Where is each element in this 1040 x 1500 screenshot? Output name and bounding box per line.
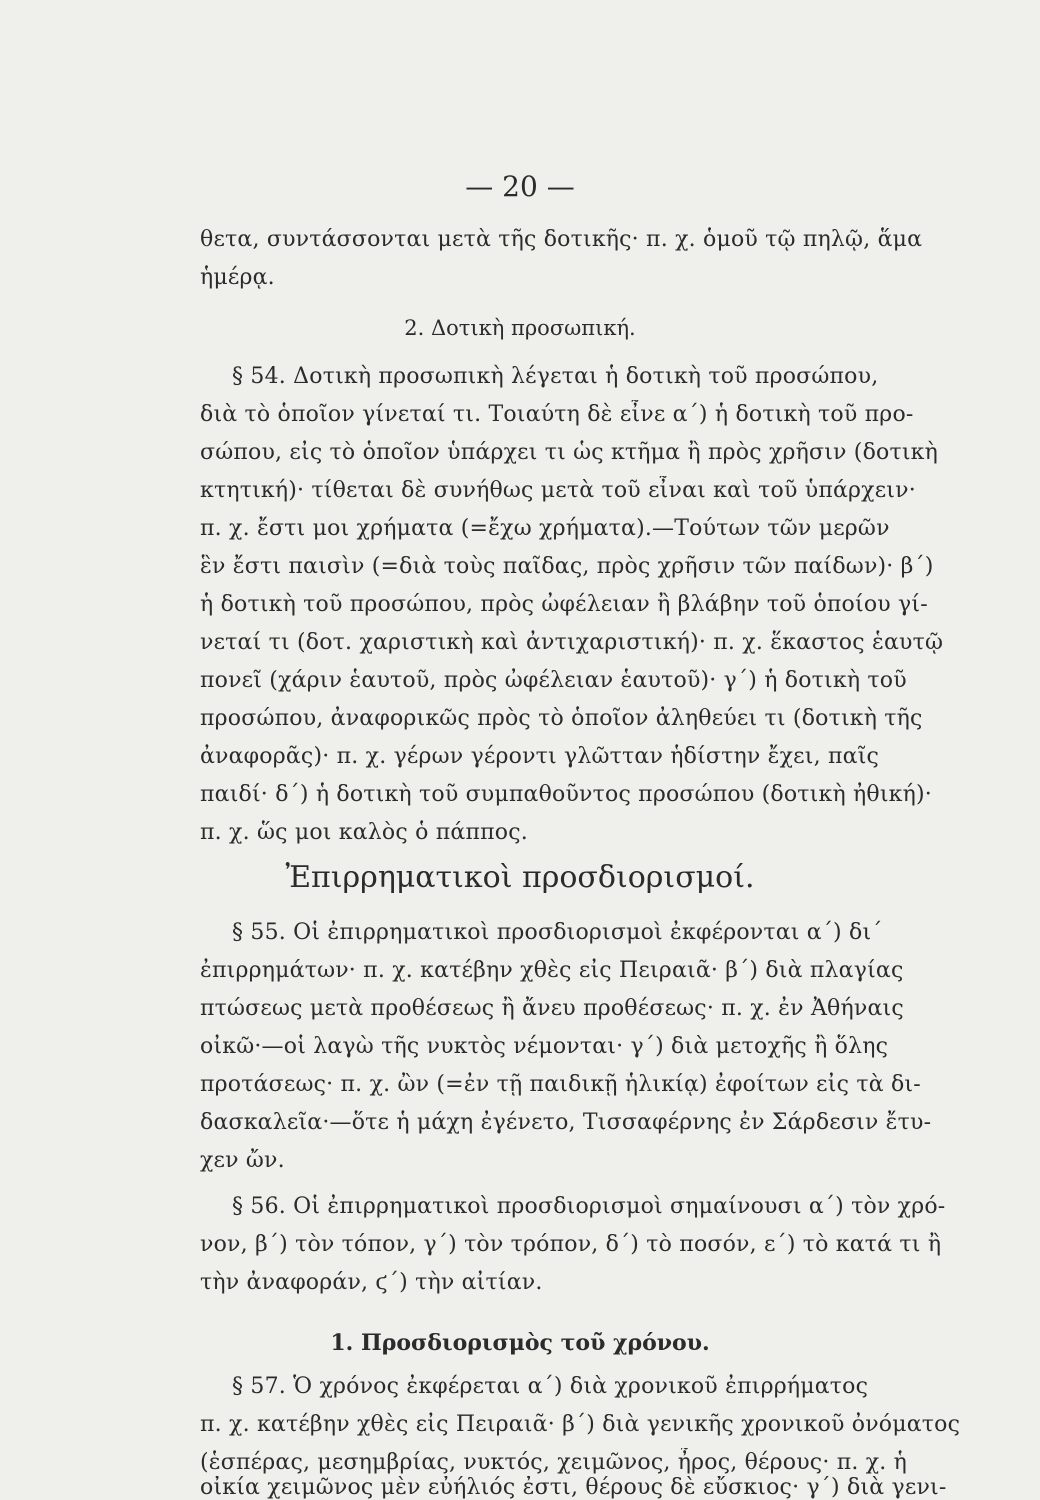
text-line: πτώσεως μετὰ προθέσεως ἢ ἄνευ προθέσεως· π. χ. ἐν Ἀθήναις bbox=[200, 996, 904, 1021]
text-line: τὴν ἀναφοράν, ϛ΄) τὴν αἰτίαν. bbox=[200, 1270, 543, 1295]
text-line: παιδί· δ΄) ἡ δοτικὴ τοῦ συμπαθοῦντος προσώπου (δοτικὴ ἠθική)· bbox=[200, 782, 932, 807]
text-line: προσώπου, ἀναφορικῶς πρὸς τὸ ὁποῖον ἀληθεύει τι (δοτικὴ τῆς bbox=[200, 706, 923, 731]
text-line: πονεῖ (χάριν ἑαυτοῦ, πρὸς ὠφέλειαν ἑαυτοῦ)· γ΄) ἡ δοτικὴ τοῦ bbox=[200, 668, 907, 693]
text-line: § 57. Ὁ χρόνος ἐκφέρεται α΄) διὰ χρονικοῦ ἐπιρρήματος bbox=[232, 1374, 869, 1399]
text-line: ἡμέρᾳ. bbox=[200, 265, 275, 290]
text-line: ἐπιρρημάτων· π. χ. κατέβην χθὲς εἰς Πειραιᾶ· β΄) διὰ πλαγίας bbox=[200, 958, 904, 983]
text-line: § 55. Οἱ ἐπιρρηματικοὶ προσδιορισμοὶ ἐκφέρονται α΄) δι΄ bbox=[232, 920, 883, 945]
subheading-time: 1. Προσδιορισμὸς τοῦ χρόνου. bbox=[330, 1330, 710, 1356]
text-line: π. χ. ἔστι μοι χρήματα (=ἔχω χρήματα).—Τούτων τῶν μερῶν bbox=[200, 516, 890, 541]
text-line: (ἑσπέρας, μεσημβρίας, νυκτός, χειμῶνος, ἦρος, θέρους· π. χ. ἡ bbox=[200, 1450, 908, 1475]
text-line: προτάσεως· π. χ. ὢν (=ἐν τῇ παιδικῇ ἡλικίᾳ) ἐφοίτων εἰς τὰ δι- bbox=[200, 1072, 921, 1097]
text-line: διὰ τὸ ὁποῖον γίνεταί τι. Τοιαύτη δὲ εἶνε α΄) ἡ δοτικὴ τοῦ προ- bbox=[200, 402, 914, 427]
section-heading-adverbial: Ἐπιρρηματικοὶ προσδιορισμοί. bbox=[285, 860, 755, 895]
page-number: — 20 — bbox=[465, 170, 575, 203]
text-line: σώπου, εἰς τὸ ὁποῖον ὑπάρχει τι ὡς κτῆμα ἢ πρὸς χρῆσιν (δοτικὴ bbox=[200, 440, 939, 465]
text-line: κτητική)· τίθεται δὲ συνήθως μετὰ τοῦ εἶναι καὶ τοῦ ὑπάρχειν· bbox=[200, 478, 916, 503]
text-line: ἓν ἔστι παισὶν (=διὰ τοὺς παῖδας, πρὸς χρῆσιν τῶν παίδων)· β΄) bbox=[200, 554, 934, 579]
text-line: θετα, συντάσσονται μετὰ τῆς δοτικῆς· π. χ. ὁμοῦ τῷ πηλῷ, ἅμα bbox=[200, 227, 923, 252]
text-line: νον, β΄) τὸν τόπον, γ΄) τὸν τρόπον, δ΄) τὸ ποσόν, ε΄) τὸ κατά τι ἢ bbox=[200, 1232, 942, 1257]
text-line: ἡ δοτικὴ τοῦ προσώπου, πρὸς ὠφέλειαν ἢ βλάβην τοῦ ὁποίου γί- bbox=[200, 592, 928, 617]
text-line: § 54. Δοτικὴ προσωπικὴ λέγεται ἡ δοτικὴ τοῦ προσώπου, bbox=[232, 364, 879, 389]
text-line: ἀναφορᾶς)· π. χ. γέρων γέροντι γλῶτταν ἡδίστην ἔχει, παῖς bbox=[200, 744, 880, 769]
text-line: π. χ. ὥς μοι καλὸς ὁ πάππος. bbox=[200, 820, 528, 845]
text-line: π. χ. κατέβην χθὲς εἰς Πειραιᾶ· β΄) διὰ γενικῆς χρονικοῦ ὀνόματος bbox=[200, 1412, 960, 1437]
text-line: οἰκῶ·—οἱ λαγὼ τῆς νυκτὸς νέμονται· γ΄) διὰ μετοχῆς ἢ ὅλης bbox=[200, 1034, 889, 1059]
text-line: οἰκία χειμῶνος μὲν εὐήλιός ἐστι, θέρους δὲ εὔσκιος· γ΄) διὰ γενι- bbox=[200, 1476, 947, 1500]
text-line: § 56. Οἱ ἐπιρρηματικοὶ προσδιορισμοὶ σημαίνουσι α΄) τὸν χρό- bbox=[232, 1194, 946, 1219]
text-line: χεν ὤν. bbox=[200, 1148, 285, 1173]
text-line: δασκαλεῖα·—ὅτε ἡ μάχη ἐγένετο, Τισσαφέρνης ἐν Σάρδεσιν ἔτυ- bbox=[200, 1110, 932, 1135]
subheading-dative-personal: 2. Δοτικὴ προσωπική. bbox=[404, 316, 636, 340]
text-line: νεταί τι (δοτ. χαριστικὴ καὶ ἀντιχαριστική)· π. χ. ἕκαστος ἑαυτῷ bbox=[200, 630, 944, 655]
